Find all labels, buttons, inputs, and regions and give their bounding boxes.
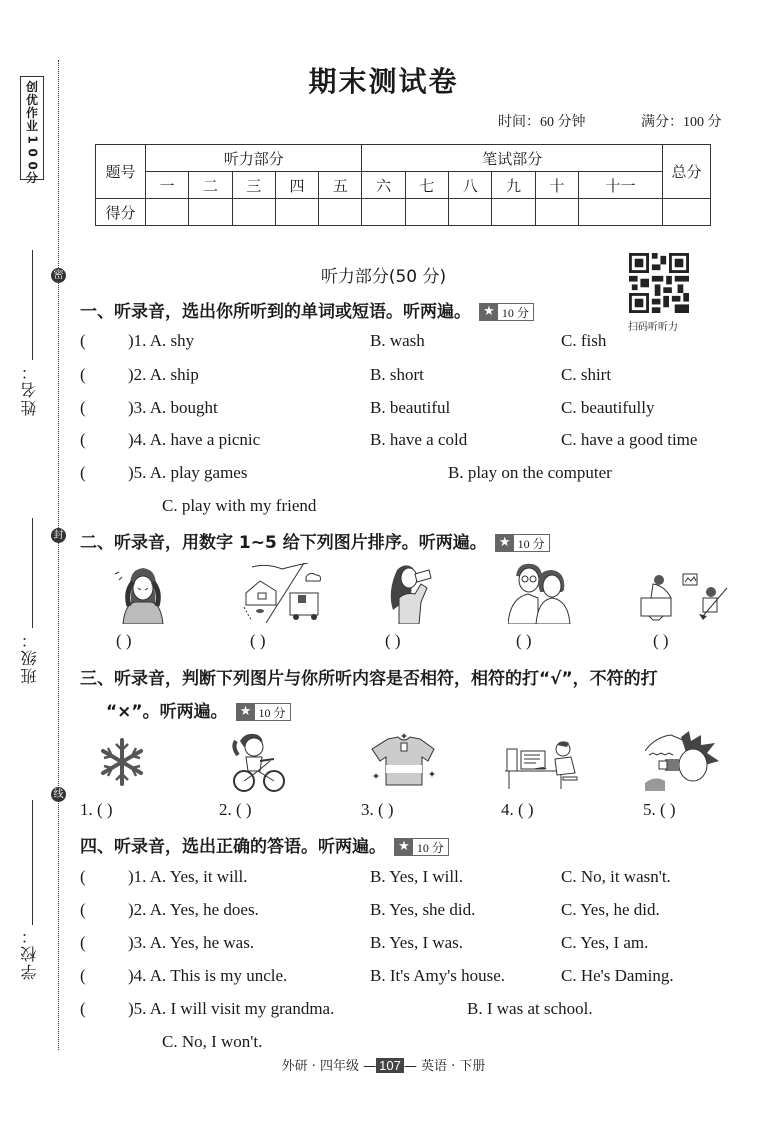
- order-blank-2[interactable]: ( ): [250, 631, 266, 650]
- section-4-heading: [80, 832, 449, 857]
- answer-blank[interactable]: (: [80, 463, 86, 482]
- answer-blank[interactable]: (: [80, 331, 86, 350]
- order-blank-4[interactable]: ( ): [516, 631, 532, 650]
- score-label: 得分: [96, 199, 146, 226]
- score-cell[interactable]: [405, 199, 448, 226]
- section-1-text: 一、听录音，选出你所听到的单词或短语。听两遍。: [80, 302, 471, 322]
- answer-blank[interactable]: (: [80, 430, 86, 449]
- star-icon: ★: [237, 704, 255, 720]
- order-blank-5[interactable]: ( ): [653, 631, 669, 650]
- section-4-text: 四、听录音，选出正确的答语。听两遍。: [80, 837, 386, 857]
- page-footer: [0, 1055, 767, 1074]
- part-title: 听力部分(50 分): [320, 267, 447, 287]
- star-icon: ★: [395, 839, 413, 855]
- col-9: 九: [492, 172, 535, 199]
- page-title: 期末测试卷: [308, 65, 459, 98]
- score-table: [95, 144, 711, 226]
- full-score: 满分：100 分: [641, 115, 722, 130]
- writing-header: 笔试部分: [362, 145, 663, 172]
- col-6: 六: [362, 172, 405, 199]
- points-badge: ★ 10 分: [236, 703, 291, 721]
- answer-blank[interactable]: (: [80, 867, 86, 886]
- qr-caption: 扫码听听力: [628, 322, 678, 333]
- picture-t-shirt: [368, 733, 440, 791]
- judge-blank-1[interactable]: 1. ( ): [80, 800, 113, 819]
- judge-blank-2[interactable]: 2. ( ): [219, 800, 252, 819]
- seal-feng: 封: [51, 528, 66, 543]
- col-4: 四: [275, 172, 318, 199]
- picture-girl-drinking: [385, 562, 435, 624]
- qr-code[interactable]: [629, 253, 689, 313]
- col-7: 七: [405, 172, 448, 199]
- school-label: 学校：: [20, 926, 39, 980]
- class-line[interactable]: [32, 518, 33, 628]
- picture-snowflake: [96, 736, 148, 788]
- brand-label: 创 优 作 业 1 0 0 分: [20, 76, 44, 180]
- score-cell[interactable]: [189, 199, 232, 226]
- score-cell[interactable]: [535, 199, 578, 226]
- section-3-heading-cont: “×”。听两遍。 ★ 10 分: [106, 697, 291, 722]
- section-2-text: 二、听录音，用数字 1~5 给下列图片排序。听两遍。: [80, 533, 487, 553]
- picture-boy-computer: [505, 737, 585, 789]
- points-badge: ★ 10 分: [394, 838, 449, 856]
- col-3: 三: [232, 172, 275, 199]
- picture-boy-camera: [645, 731, 725, 791]
- footer-right: — 英语 · 下册: [403, 1059, 486, 1074]
- score-cell[interactable]: [578, 199, 662, 226]
- order-blank-1[interactable]: ( ): [116, 631, 132, 650]
- section-2-heading: [80, 528, 550, 553]
- star-icon: ★: [480, 304, 498, 320]
- score-cell[interactable]: [275, 199, 318, 226]
- seal-xian: 线: [51, 787, 66, 802]
- school-line[interactable]: [32, 800, 33, 925]
- section-1-heading: [80, 297, 534, 322]
- points-badge: ★ 10 分: [479, 303, 534, 321]
- col-11: 十一: [578, 172, 662, 199]
- class-label: 班级：: [20, 630, 39, 684]
- col-5: 五: [319, 172, 362, 199]
- score-cell[interactable]: [319, 199, 362, 226]
- score-cell[interactable]: [362, 199, 405, 226]
- points-badge: ★ 10 分: [495, 534, 550, 552]
- answer-blank[interactable]: (: [80, 966, 86, 985]
- picture-girl-headache: [113, 562, 173, 624]
- answer-blank[interactable]: (: [80, 398, 86, 417]
- judge-blank-3[interactable]: 3. ( ): [361, 800, 394, 819]
- score-cell[interactable]: [449, 199, 492, 226]
- col-8: 八: [449, 172, 492, 199]
- answer-blank[interactable]: (: [80, 900, 86, 919]
- binding-dotted-line: [58, 60, 59, 1050]
- picture-couple: [508, 562, 572, 624]
- answer-blank[interactable]: (: [80, 365, 86, 384]
- listening-header: 听力部分: [146, 145, 362, 172]
- order-blank-3[interactable]: ( ): [385, 631, 401, 650]
- score-cell[interactable]: [232, 199, 275, 226]
- judge-blank-4[interactable]: 4. ( ): [501, 800, 534, 819]
- star-icon: ★: [496, 535, 514, 551]
- col-2: 二: [189, 172, 232, 199]
- col-1: 一: [146, 172, 189, 199]
- picture-girl-bike: [230, 731, 288, 793]
- name-label: 姓名：: [20, 362, 39, 416]
- seal-mi: 密: [51, 268, 66, 283]
- picture-city-country: [242, 563, 322, 623]
- picture-cleaning-room: [637, 570, 729, 622]
- footer-left: 外研 · 四年级 —: [281, 1059, 377, 1074]
- score-cell[interactable]: [492, 199, 535, 226]
- page-number: 107: [376, 1058, 404, 1073]
- exam-time: 时间：60 分钟: [498, 115, 586, 130]
- answer-blank[interactable]: (: [80, 999, 86, 1018]
- question-no-label: 题号: [96, 145, 146, 199]
- judge-blank-5[interactable]: 5. ( ): [643, 800, 676, 819]
- score-cell[interactable]: [146, 199, 189, 226]
- total-label: 总分: [663, 145, 711, 199]
- answer-blank[interactable]: (: [80, 933, 86, 952]
- section-3-heading: 三、听录音，判断下列图片与你所听内容是否相符，相符的打“√”，不符的打: [80, 669, 658, 689]
- col-10: 十: [535, 172, 578, 199]
- total-cell[interactable]: [663, 199, 711, 226]
